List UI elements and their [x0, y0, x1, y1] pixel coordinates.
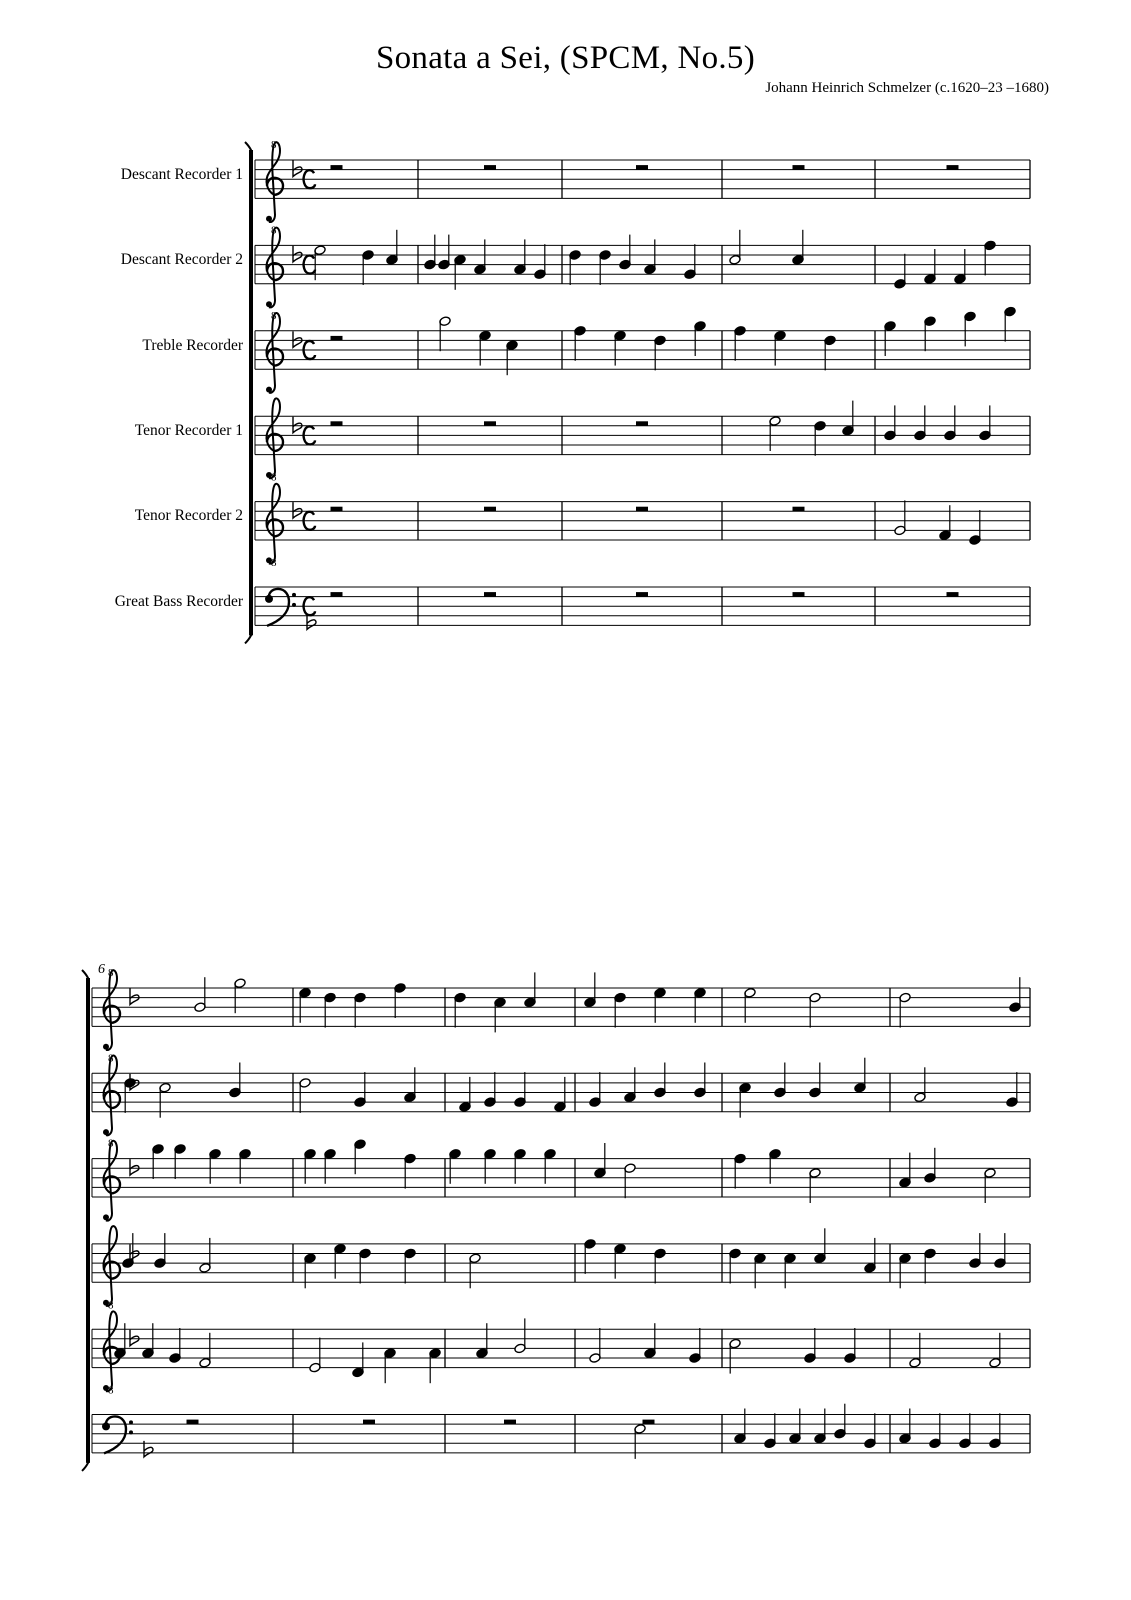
- score-title: Sonata a Sei, (SPCM, No.5): [375, 40, 756, 76]
- whole-rest: [947, 592, 959, 597]
- octave-mark: 8: [108, 1137, 114, 1150]
- whole-rest: [484, 592, 496, 597]
- part-name-tenor-recorder-2: Tenor Recorder 2: [134, 507, 243, 524]
- bass-clef-icon: [102, 1416, 133, 1453]
- bass-clef-icon: [265, 589, 296, 626]
- clefs: [102, 139, 316, 1457]
- flat-sign-icon: [293, 502, 302, 518]
- octave-mark: 8: [271, 224, 277, 237]
- whole-rest: [187, 1420, 199, 1425]
- staff-lines: [92, 160, 1030, 1453]
- whole-rest: [947, 165, 959, 170]
- measure-number-system-2: 6: [98, 962, 105, 977]
- octave-mark: 8: [271, 139, 277, 151]
- whole-rest: [504, 1420, 516, 1425]
- flat-sign-icon: [293, 331, 302, 347]
- whole-rest: [484, 421, 496, 426]
- treble-clef-icon: [266, 398, 283, 478]
- part-name-great-bass-recorder: Great Bass Recorder: [114, 593, 243, 610]
- treble-clef-icon: [266, 228, 283, 308]
- whole-rest: [636, 507, 648, 512]
- composer-credit: Johann Heinrich Schmelzer (c.1620–23 –1680): [765, 80, 1049, 96]
- flat-sign-icon: [130, 1244, 139, 1260]
- whole-rest: [331, 421, 343, 426]
- octave-mark: 8: [108, 1299, 114, 1312]
- octave-mark: 8: [108, 1052, 114, 1065]
- flat-sign-icon: [130, 1159, 139, 1175]
- whole-rest: [636, 421, 648, 426]
- treble-clef-icon: [103, 970, 120, 1050]
- treble-clef-icon: [266, 313, 283, 393]
- whole-rest: [793, 592, 805, 597]
- flat-sign-icon: [293, 161, 302, 177]
- octave-mark: 8: [271, 557, 277, 569]
- treble-clef-icon: [266, 142, 283, 222]
- whole-rest: [331, 507, 343, 512]
- octave-mark: 8: [271, 309, 277, 322]
- whole-rest: [331, 165, 343, 170]
- flat-sign-icon: [130, 989, 139, 1005]
- whole-rest: [636, 165, 648, 170]
- part-name-treble-recorder: Treble Recorder: [142, 337, 243, 354]
- octave-mark: 8: [108, 1384, 114, 1397]
- part-name-descant-recorder-2: Descant Recorder 2: [120, 251, 243, 268]
- treble-clef-icon: [266, 484, 283, 564]
- treble-clef-icon: [103, 1226, 120, 1306]
- whole-rest: [643, 1420, 655, 1425]
- whole-rest: [793, 507, 805, 512]
- whole-rest: [484, 507, 496, 512]
- barlines: [82, 142, 1030, 1471]
- part-name-tenor-recorder-1: Tenor Recorder 1: [134, 422, 243, 439]
- whole-rest: [484, 165, 496, 170]
- whole-rest: [793, 165, 805, 170]
- treble-clef-icon: [103, 1055, 120, 1135]
- octave-mark: 8: [271, 471, 277, 484]
- flat-sign-icon: [130, 1330, 139, 1346]
- flat-sign-icon: [293, 417, 302, 433]
- whole-rest: [331, 592, 343, 597]
- part-name-descant-recorder-1: Descant Recorder 1: [120, 166, 243, 183]
- treble-clef-icon: [103, 1141, 120, 1221]
- whole-rest: [331, 336, 343, 341]
- whole-rest: [363, 1420, 375, 1425]
- octave-mark: 8: [108, 967, 114, 979]
- whole-rest: [636, 592, 648, 597]
- flat-sign-icon: [293, 246, 302, 262]
